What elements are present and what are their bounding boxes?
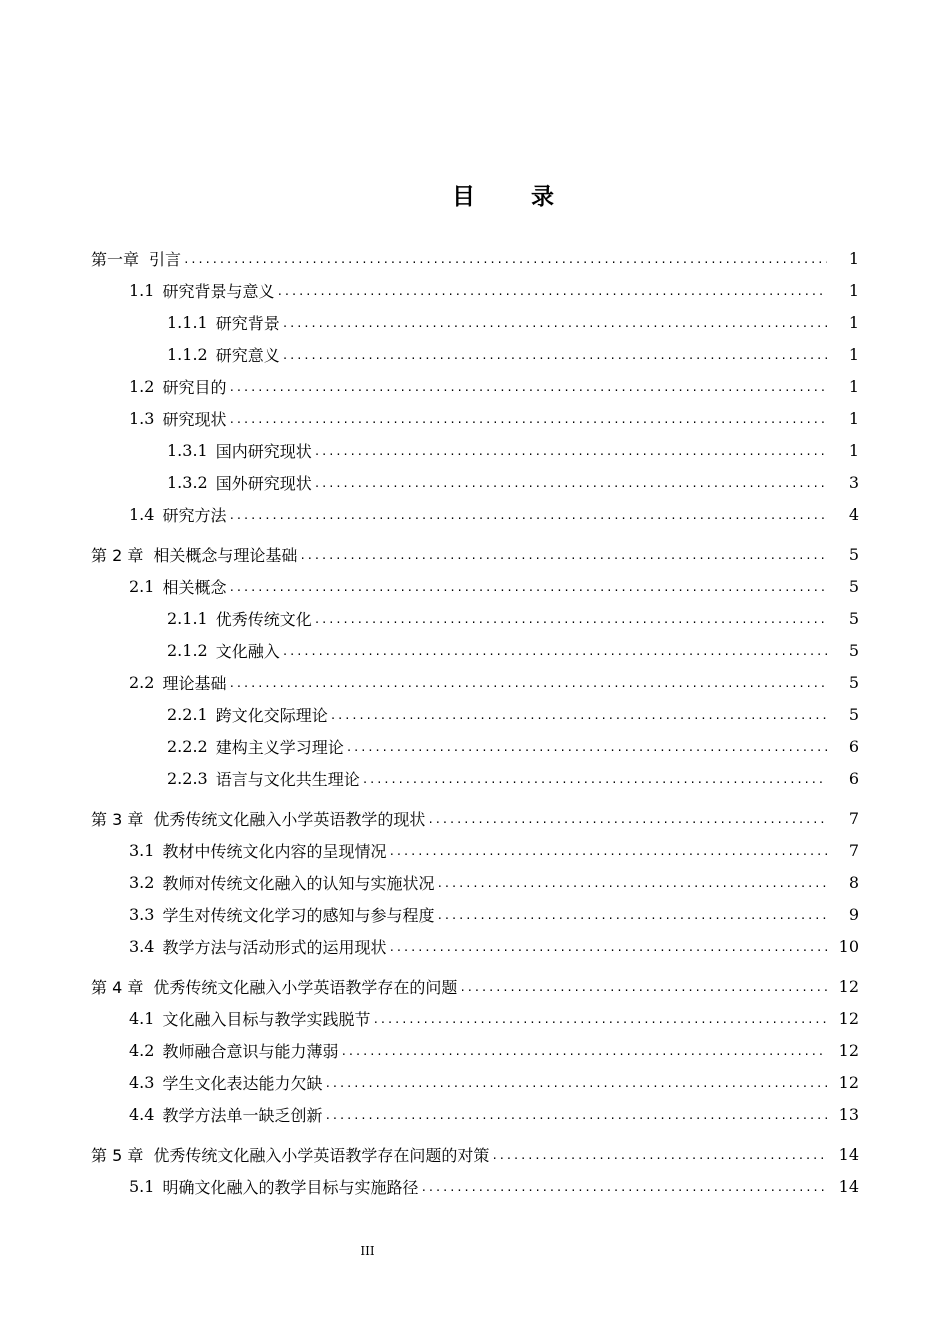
- toc-section-entry[interactable]: [0, 666, 950, 698]
- dot-leader: [427, 812, 827, 828]
- toc-chapter-entry[interactable]: [0, 802, 950, 834]
- toc-section-entry[interactable]: [0, 866, 950, 898]
- toc-entry-page: 13: [838, 1104, 859, 1124]
- toc-entry-number: 4.1: [129, 1008, 155, 1028]
- toc-entry-number: 5.1: [129, 1176, 155, 1196]
- dot-leader: [228, 580, 827, 596]
- toc-section-entry[interactable]: [0, 402, 950, 434]
- dot-leader: [346, 740, 827, 756]
- toc-entry-number: 1.3: [129, 408, 155, 428]
- dot-leader: [276, 284, 827, 300]
- toc-entry-page: 1: [848, 312, 859, 332]
- toc-entry-page: 5: [848, 576, 859, 596]
- toc-entry-number: 第一章: [91, 249, 140, 269]
- toc-entry-title: 优秀传统文化: [215, 609, 312, 629]
- toc-entry-page: 1: [848, 248, 859, 268]
- toc-entry-page: 1: [848, 344, 859, 364]
- toc-section-entry[interactable]: [0, 1170, 950, 1202]
- toc-entry-title: 教学方法与活动形式的运用现状: [162, 937, 387, 957]
- toc-entry-title: 语言与文化共生理论: [215, 769, 360, 789]
- toc-entry-page: 4: [848, 504, 859, 524]
- toc-entry-page: 1: [848, 408, 859, 428]
- page-number: III: [360, 1244, 375, 1258]
- dot-leader: [282, 348, 827, 364]
- toc-section-entry[interactable]: [0, 370, 950, 402]
- toc-entry-title: 国外研究现状: [215, 473, 312, 493]
- toc-entry-number: 1.1: [129, 280, 155, 300]
- toc-entry-number: 3.4: [129, 936, 155, 956]
- toc-entry-number: 2.1.2: [167, 640, 208, 660]
- toc-entry-page: 5: [848, 608, 859, 628]
- dot-leader: [372, 1012, 827, 1028]
- toc-section-entry[interactable]: [0, 498, 950, 530]
- toc-entry-number: 1.3.2: [167, 472, 208, 492]
- dot-leader: [228, 380, 827, 396]
- toc-section-entry[interactable]: [0, 834, 950, 866]
- toc-entry-number: 1.4: [129, 504, 155, 524]
- toc-entry-title: 引言: [149, 249, 182, 269]
- table-of-contents: [0, 242, 950, 1202]
- dot-leader: [314, 476, 827, 492]
- toc-entry-page: 14: [838, 1144, 859, 1164]
- toc-entry-number: 2.2.1: [167, 704, 208, 724]
- toc-entry-title: 优秀传统文化融入小学英语教学存在问题的对策: [153, 1145, 490, 1165]
- toc-chapter-entry[interactable]: [0, 538, 950, 570]
- dot-leader: [436, 876, 827, 892]
- toc-section-entry[interactable]: [0, 338, 950, 370]
- dot-leader: [314, 612, 827, 628]
- toc-entry-number: 4.3: [129, 1072, 155, 1092]
- toc-entry-number: 4.4: [129, 1104, 155, 1124]
- toc-section-entry[interactable]: [0, 1034, 950, 1066]
- toc-section-entry[interactable]: [0, 698, 950, 730]
- toc-chapter-entry[interactable]: [0, 242, 950, 274]
- dot-leader: [183, 252, 827, 268]
- toc-section-entry[interactable]: [0, 634, 950, 666]
- toc-section-entry[interactable]: [0, 602, 950, 634]
- toc-title: 目 录: [451, 184, 578, 210]
- toc-section-entry[interactable]: [0, 306, 950, 338]
- dot-leader: [228, 676, 827, 692]
- toc-entry-title: 研究背景: [215, 313, 280, 333]
- toc-chapter-entry[interactable]: [0, 970, 950, 1002]
- dot-leader: [362, 772, 827, 788]
- toc-section-entry[interactable]: [0, 762, 950, 794]
- dot-leader: [282, 644, 827, 660]
- toc-entry-page: 7: [848, 808, 859, 828]
- toc-entry-page: 5: [848, 544, 859, 564]
- toc-section-entry[interactable]: [0, 570, 950, 602]
- dot-leader: [330, 708, 827, 724]
- toc-entry-number: 2.2.3: [167, 768, 208, 788]
- toc-entry-title: 优秀传统文化融入小学英语教学存在的问题: [153, 977, 458, 997]
- toc-entry-number: 3.3: [129, 904, 155, 924]
- toc-entry-page: 12: [838, 1040, 859, 1060]
- dot-leader: [324, 1076, 827, 1092]
- toc-section-entry[interactable]: [0, 274, 950, 306]
- toc-entry-title: 优秀传统文化融入小学英语教学的现状: [153, 809, 426, 829]
- toc-entry-title: 文化融入: [215, 641, 280, 661]
- toc-entry-title: 相关概念与理论基础: [153, 545, 298, 565]
- dot-leader: [388, 940, 827, 956]
- toc-entry-number: 3.2: [129, 872, 155, 892]
- toc-section-entry[interactable]: [0, 1066, 950, 1098]
- toc-entry-page: 12: [838, 1008, 859, 1028]
- toc-entry-title: 跨文化交际理论: [215, 705, 328, 725]
- toc-entry-number: 第 4 章: [91, 977, 144, 997]
- toc-entry-number: 2.2: [129, 672, 155, 692]
- toc-section-entry[interactable]: [0, 466, 950, 498]
- toc-entry-title: 研究现状: [162, 409, 227, 429]
- toc-section-entry[interactable]: [0, 730, 950, 762]
- toc-section-entry[interactable]: [0, 434, 950, 466]
- dot-leader: [282, 316, 827, 332]
- toc-entry-title: 研究目的: [162, 377, 227, 397]
- toc-entry-title: 国内研究现状: [215, 441, 312, 461]
- dot-leader: [324, 1108, 827, 1124]
- dot-leader: [340, 1044, 827, 1060]
- toc-entry-page: 5: [848, 704, 859, 724]
- dot-leader: [314, 444, 827, 460]
- toc-entry-page: 1: [848, 376, 859, 396]
- toc-entry-title: 学生对传统文化学习的感知与参与程度: [162, 905, 435, 925]
- toc-section-entry[interactable]: [0, 898, 950, 930]
- toc-entry-page: 6: [848, 768, 859, 788]
- toc-entry-number: 1.1.1: [167, 312, 208, 332]
- toc-entry-page: 8: [848, 872, 859, 892]
- toc-entry-number: 2.1.1: [167, 608, 208, 628]
- toc-entry-page: 1: [848, 280, 859, 300]
- toc-entry-title: 研究方法: [162, 505, 227, 525]
- toc-entry-title: 学生文化表达能力欠缺: [162, 1073, 323, 1093]
- toc-entry-page: 1: [848, 440, 859, 460]
- toc-entry-title: 明确文化融入的教学目标与实施路径: [162, 1177, 419, 1197]
- toc-entry-number: 1.2: [129, 376, 155, 396]
- toc-entry-title: 相关概念: [162, 577, 227, 597]
- toc-entry-title: 建构主义学习理论: [215, 737, 344, 757]
- toc-entry-title: 教师融合意识与能力薄弱: [162, 1041, 339, 1061]
- toc-entry-number: 2.2.2: [167, 736, 208, 756]
- toc-entry-title: 研究意义: [215, 345, 280, 365]
- dot-leader: [299, 548, 827, 564]
- dot-leader: [459, 980, 827, 996]
- toc-entry-title: 教学方法单一缺乏创新: [162, 1105, 323, 1125]
- dot-leader: [228, 508, 827, 524]
- toc-section-entry[interactable]: [0, 1002, 950, 1034]
- toc-entry-number: 3.1: [129, 840, 155, 860]
- toc-chapter-entry[interactable]: [0, 1138, 950, 1170]
- toc-entry-page: 9: [848, 904, 859, 924]
- toc-entry-number: 2.1: [129, 576, 155, 596]
- toc-entry-number: 1.1.2: [167, 344, 208, 364]
- toc-entry-page: 10: [838, 936, 859, 956]
- toc-entry-number: 1.3.1: [167, 440, 208, 460]
- toc-entry-title: 文化融入目标与教学实践脱节: [162, 1009, 371, 1029]
- dot-leader: [491, 1148, 827, 1164]
- toc-section-entry[interactable]: [0, 930, 950, 962]
- dot-leader: [228, 412, 827, 428]
- toc-entry-number: 第 2 章: [91, 545, 144, 565]
- toc-entry-title: 研究背景与意义: [162, 281, 275, 301]
- dot-leader: [420, 1180, 827, 1196]
- toc-entry-page: 12: [838, 1072, 859, 1092]
- toc-entry-page: 5: [848, 640, 859, 660]
- toc-entry-number: 4.2: [129, 1040, 155, 1060]
- dot-leader: [388, 844, 827, 860]
- toc-entry-title: 教师对传统文化融入的认知与实施状况: [162, 873, 435, 893]
- dot-leader: [436, 908, 827, 924]
- toc-entry-page: 7: [848, 840, 859, 860]
- toc-entry-number: 第 5 章: [91, 1145, 144, 1165]
- toc-entry-title: 理论基础: [162, 673, 227, 693]
- toc-entry-number: 第 3 章: [91, 809, 144, 829]
- toc-entry-title: 教材中传统文化内容的呈现情况: [162, 841, 387, 861]
- toc-section-entry[interactable]: [0, 1098, 950, 1130]
- toc-entry-page: 5: [848, 672, 859, 692]
- toc-entry-page: 14: [838, 1176, 859, 1196]
- toc-entry-page: 6: [848, 736, 859, 756]
- toc-entry-page: 3: [848, 472, 859, 492]
- toc-entry-page: 12: [838, 976, 859, 996]
